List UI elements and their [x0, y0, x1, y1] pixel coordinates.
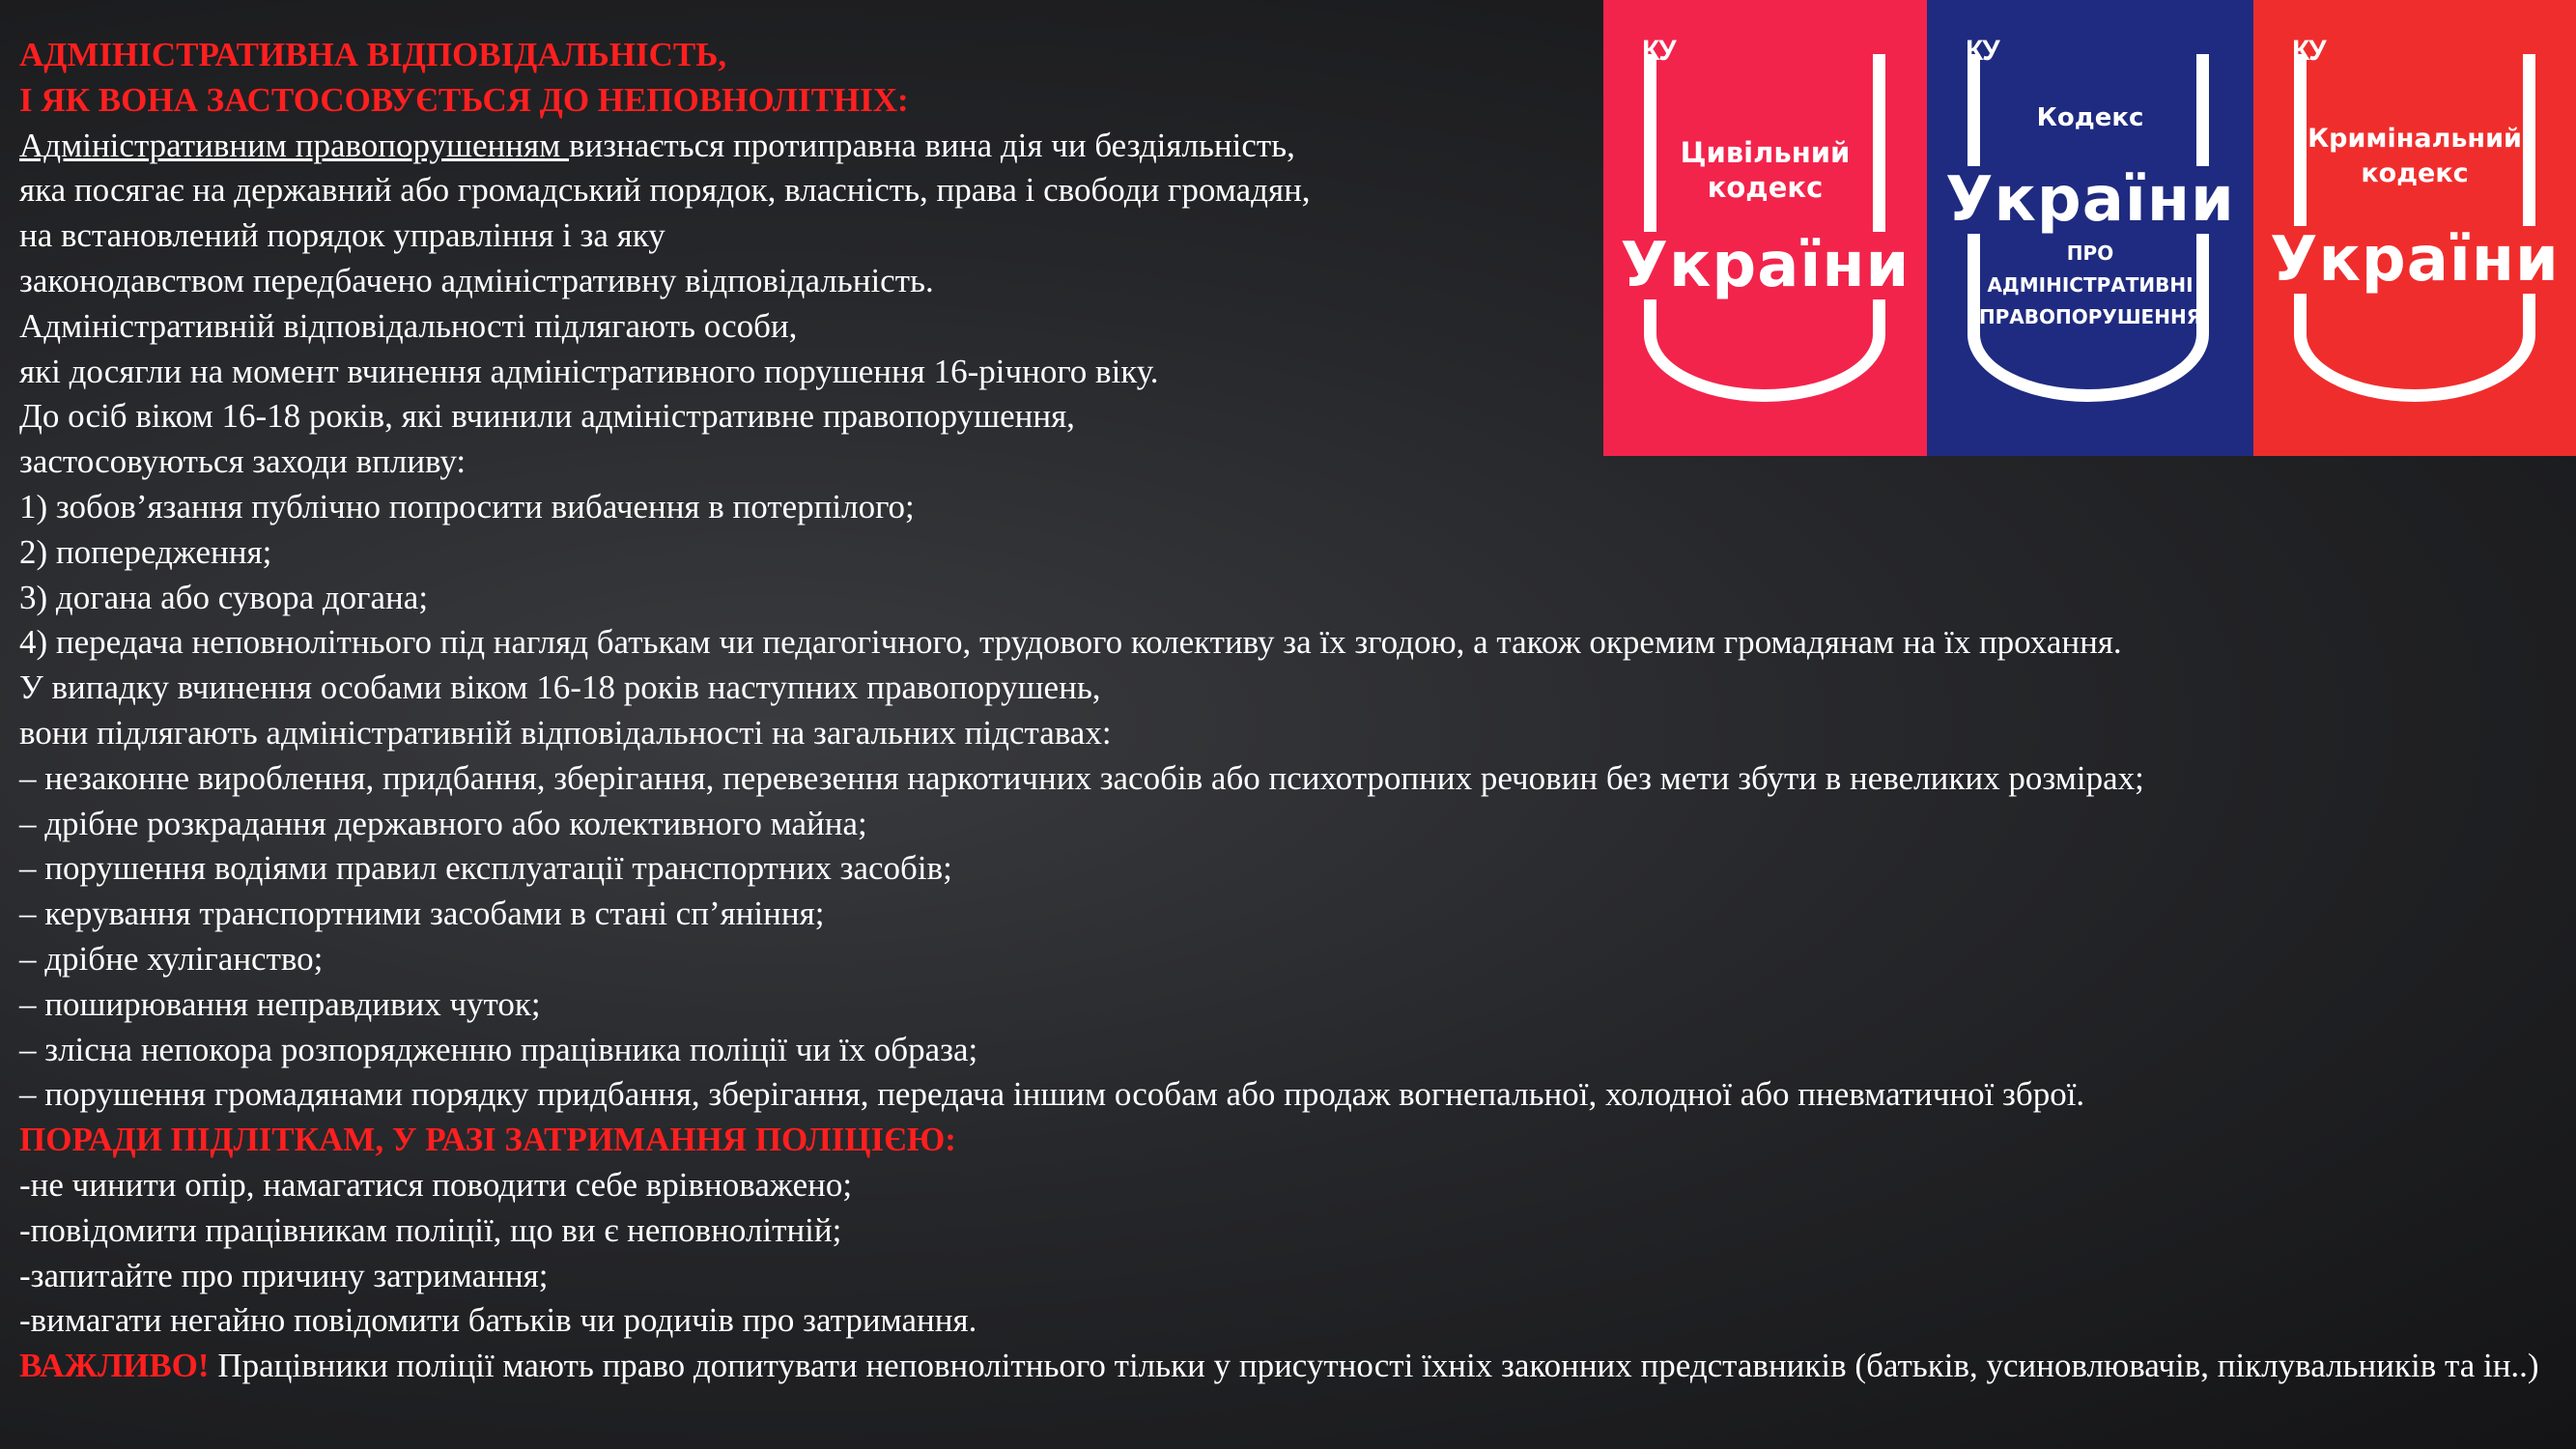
civil-code-cover: [1603, 0, 1927, 456]
ku-logo: КУ: [2292, 35, 2325, 67]
measure-item: 3) догана або сувора догана;: [19, 578, 429, 616]
definition-line: законодавством передбачено адміністративну відповідальність.: [19, 261, 934, 299]
definition-line: До осіб віком 16-18 років, які вчинили адміністративне правопорушення,: [19, 397, 1075, 436]
advice-title: ПОРАДИ ПІДЛІТКАМ, У РАЗІ ЗАТРИМАННЯ ПОЛІЦІЄЮ:: [19, 1121, 956, 1159]
shield-frame: [1644, 54, 1885, 402]
ku-logo: КУ: [1966, 35, 1998, 67]
general-liability-line: У випадку вчинення особами віком 16-18 років наступних правопорушень,: [19, 668, 1101, 707]
offense-item: – поширювання неправдивих чуток;: [19, 984, 541, 1023]
cover-title-line: кодекс: [2361, 158, 2469, 188]
criminal-code-cover: [2253, 0, 2576, 456]
advice-item: -запитайте про причину затримання;: [19, 1256, 549, 1294]
cover-title-line: Кримінальний: [2307, 124, 2522, 154]
ku-logo: КУ: [1642, 35, 1675, 67]
general-liability-line: вони підлягають адміністративній відповідальності на загальних підставах:: [19, 713, 1112, 752]
definition-rest: визнається протиправна вина дія чи бездіяльність,: [568, 126, 1295, 164]
cover-title-line: кодекс: [1707, 171, 1824, 204]
offense-item: – дрібне розкрадання державного або колективного майна;: [19, 804, 867, 842]
measure-item: 1) зобов’язання публічно попросити вибачення в потерпілого;: [19, 487, 915, 526]
important-label: ВАЖЛИВО!: [19, 1347, 210, 1385]
offense-item: – порушення громадянами порядку придбання, зберігання, передача іншим особам або продаж вогнепальної, холодної або пневматичної зброї.: [19, 1075, 2085, 1114]
offense-item: – керування транспортними засобами в стані сп’яніння;: [19, 895, 825, 933]
advice-item: -повідомити працівникам поліції, що ви є неповнолітній;: [19, 1210, 842, 1249]
measure-item: 2) попередження;: [19, 532, 272, 571]
definition-line: на встановлений порядок управління і за яку: [19, 216, 665, 255]
code-book-covers: [1603, 0, 2576, 456]
cover-sub-line: АДМІНІСТРАТИВНІ: [1987, 273, 2194, 297]
heading-line-2: І ЯК ВОНА ЗАСТОСОВУЄТЬСЯ ДО НЕПОВНОЛІТНІХ:: [19, 80, 909, 119]
cover-big-word: України: [1603, 232, 1927, 299]
important-text: Працівники поліції мають право допитувати неповнолітнього тільки у присутності їхніх законних представників (батьків, усиновлювачів, піклувальників та ін..): [209, 1347, 2539, 1385]
cover-sub-line: ПРО: [2066, 242, 2114, 265]
definition-line: яка посягає на державний або громадський порядок, власність, права і свободи громадян,: [19, 171, 1311, 210]
advice-item: -не чинити опір, намагатися поводити себе врівноважено;: [19, 1165, 853, 1204]
definition-line: Адміністративній відповідальності підлягають особи,: [19, 306, 798, 345]
cover-big-word: України: [2253, 226, 2576, 294]
important-note: [19, 1344, 2550, 1389]
advice-item: -вимагати негайно повідомити батьків чи родичів про затримання.: [19, 1301, 977, 1340]
offense-item: – порушення водіями правил експлуатації транспортних засобів;: [19, 849, 952, 888]
definition-term: Адміністративним правопорушенням: [19, 126, 569, 164]
offense-item: – незаконне вироблення, придбання, зберігання, перевезення наркотичних засобів або психотропних речовин без мети збути в невеликих розмірах;: [19, 758, 2144, 797]
admin-code-cover: [1927, 0, 2253, 456]
cover-sub-line: ПРАВОПОРУШЕННЯ: [1978, 305, 2202, 328]
definition-line: які досягли на момент вчинення адміністративного порушення 16-річного віку.: [19, 352, 1159, 390]
heading-line-1: АДМІНІСТРАТИВНА ВІДПОВІДАЛЬНІСТЬ,: [19, 36, 727, 73]
cover-title-line: Цивільний: [1680, 136, 1851, 169]
definition-line: застосовуються заходи впливу:: [19, 442, 467, 481]
measure-item: 4) передача неповнолітнього під нагляд батькам чи педагогічного, трудового колективу за їх згодою, а також окремим громадянам на їх прохання.: [19, 623, 2122, 662]
offense-item: – дрібне хуліганство;: [19, 939, 324, 978]
offense-item: – злісна непокора розпорядженню працівника поліції чи їх образа;: [19, 1030, 978, 1068]
cover-title-line: Кодекс: [2036, 103, 2144, 132]
cover-big-word: України: [1927, 166, 2253, 234]
